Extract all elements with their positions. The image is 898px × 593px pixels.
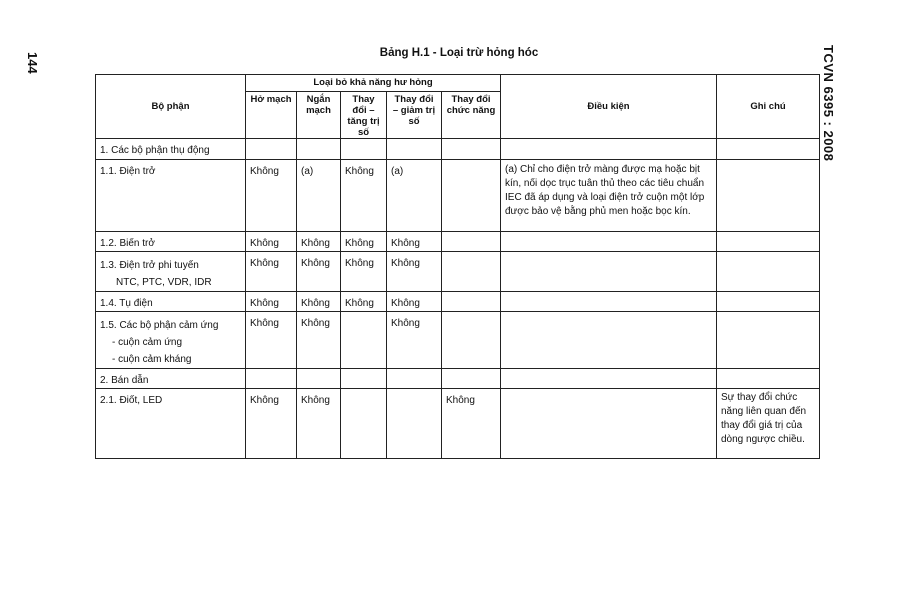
component-cell: 2.1. Điốt, LED [96, 389, 246, 459]
short-circuit-cell: Không [297, 252, 341, 292]
table-row [96, 252, 820, 292]
section-row [96, 139, 820, 160]
function-change-cell [442, 252, 501, 292]
value-increase-cell: Không [341, 292, 387, 312]
value-decrease-cell: Không [387, 232, 442, 252]
table-title: Bảng H.1 - Loại trừ hỏng hóc [379, 47, 539, 59]
condition-cell [501, 160, 717, 232]
failure-exclusion-table [95, 74, 820, 459]
value-increase-cell [341, 389, 387, 459]
function-change-cell [442, 160, 501, 232]
section-title: 2. Bán dẫn [96, 369, 246, 389]
function-change-cell [442, 292, 501, 312]
function-change-cell: Không [442, 389, 501, 459]
note-line: thay đổi giá trị của [721, 420, 803, 431]
section-row [96, 369, 820, 389]
section-title: 1. Các bộ phận thụ động [96, 139, 246, 160]
function-change-cell [442, 232, 501, 252]
value-decrease-cell: Không [387, 252, 442, 292]
open-circuit-cell: Không [246, 389, 297, 459]
header-function-change: Thay đổi chức năng [442, 92, 501, 139]
table-row [96, 160, 820, 232]
header-component: Bộ phận [96, 75, 246, 139]
short-circuit-cell: (a) [297, 160, 341, 232]
notes-cell [717, 160, 820, 232]
header-condition: Điều kiện [501, 75, 717, 139]
note-line: Sự thay đổi chức [721, 392, 798, 403]
short-circuit-cell: Không [297, 389, 341, 459]
value-increase-cell: Không [341, 232, 387, 252]
table-row [96, 389, 820, 459]
value-decrease-cell: (a) [387, 160, 442, 232]
condition-cell [501, 389, 717, 459]
note-line: dòng ngược chiều. [721, 434, 805, 445]
condition-line: kín, nối dọc trục tuân thủ theo các tiêu chuẩn [505, 178, 705, 189]
open-circuit-cell: Không [246, 252, 297, 292]
header-exclusion-group: Loại bỏ khả năng hư hỏng [246, 75, 501, 92]
open-circuit-cell: Không [246, 292, 297, 312]
notes-cell [717, 292, 820, 312]
condition-cell [501, 232, 717, 252]
header-notes: Ghi chú [717, 75, 820, 139]
condition-line: (a) Chỉ cho điện trở màng được mạ hoặc bịt [505, 164, 700, 175]
running-header: TCVN 6395 : 2008 [821, 45, 836, 162]
condition-line: IEC đã áp dụng và loại điện trở cuộn một lớp [505, 192, 705, 203]
condition-cell [501, 312, 717, 369]
value-increase-cell [341, 312, 387, 369]
notes-cell [717, 252, 820, 292]
notes-cell [717, 312, 820, 369]
header-value-decrease: Thay đổi – giảm trị số [387, 92, 442, 139]
open-circuit-cell: Không [246, 312, 297, 369]
component-label: 1.3. Điện trở phi tuyến [100, 260, 199, 271]
component-sublabel: - cuộn cảm ứng [112, 337, 183, 348]
condition-line: được bảo vệ bằng phủ men hoặc bọc kín. [505, 206, 691, 217]
note-line: năng liên quan đến [721, 406, 807, 417]
open-circuit-cell: Không [246, 160, 297, 232]
header-open-circuit: Hở mạch [246, 92, 297, 139]
value-decrease-cell: Không [387, 292, 442, 312]
condition-cell [501, 292, 717, 312]
component-sublabel: NTC, PTC, VDR, IDR [116, 277, 212, 288]
open-circuit-cell: Không [246, 232, 297, 252]
short-circuit-cell: Không [297, 232, 341, 252]
table-row [96, 292, 820, 312]
value-decrease-cell: Không [387, 312, 442, 369]
function-change-cell [442, 312, 501, 369]
value-increase-cell: Không [341, 252, 387, 292]
table-row [96, 312, 820, 369]
notes-cell [717, 232, 820, 252]
table-row [96, 232, 820, 252]
component-sublabel: - cuộn cảm kháng [112, 354, 192, 365]
component-cell [96, 312, 246, 369]
condition-cell [501, 252, 717, 292]
page-number: 144 [25, 52, 40, 74]
header-short-circuit: Ngắn mạch [297, 92, 341, 139]
component-cell: 1.2. Biến trở [96, 232, 246, 252]
header-value-increase: Thay đổi – tăng trị số [341, 92, 387, 139]
notes-cell [717, 389, 820, 459]
short-circuit-cell: Không [297, 292, 341, 312]
component-cell: 1.4. Tụ điện [96, 292, 246, 312]
component-cell [96, 252, 246, 292]
component-label: 1.5. Các bộ phận cảm ứng [100, 320, 219, 331]
component-cell: 1.1. Điện trở [96, 160, 246, 232]
value-decrease-cell [387, 389, 442, 459]
value-increase-cell: Không [341, 160, 387, 232]
short-circuit-cell: Không [297, 312, 341, 369]
